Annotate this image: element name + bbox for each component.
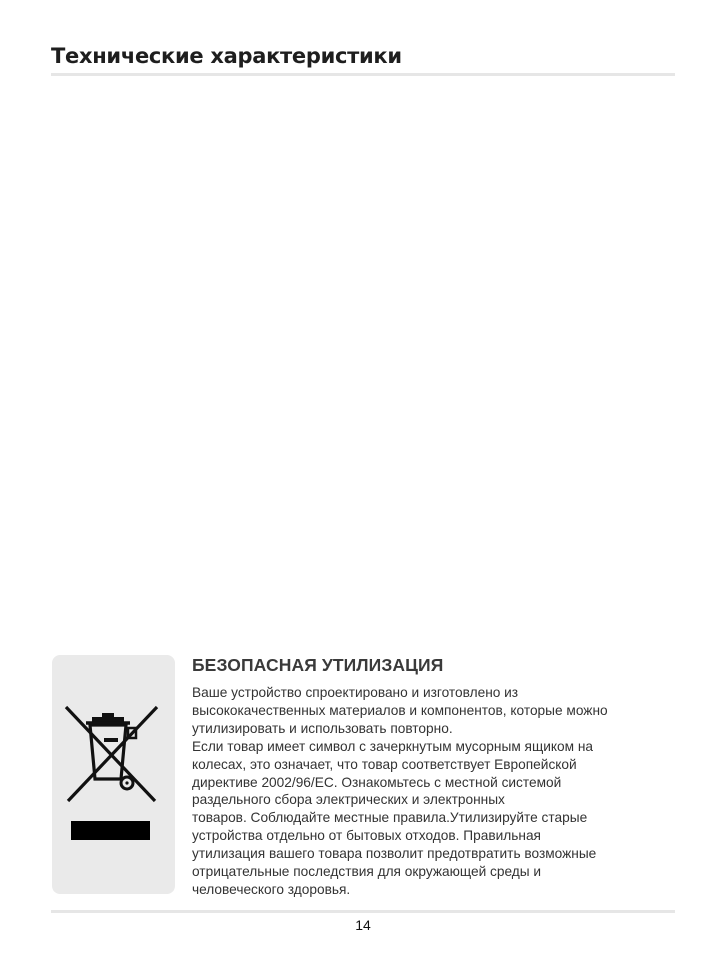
disposal-text-line: товаров. Соблюдайте местные правила.Утилизируйте старые [192, 810, 588, 826]
disposal-text-line: Если товар имеет символ с зачеркнутым мусорным ящиком на [192, 738, 593, 754]
disposal-text-line: высококачественных материалов и компонентов, которые можно [192, 702, 608, 718]
disposal-text-line: колесах, это означает, что товар соответствует Европейской [192, 756, 577, 772]
crossed-out-wheelie-bin-icon [52, 655, 175, 894]
disposal-body-text [192, 684, 672, 899]
disposal-text-line: отрицательные последствия для окружающей среды и [192, 864, 542, 880]
footer-divider [51, 910, 675, 913]
disposal-text-line: утилизировать и использовать повторно. [192, 720, 453, 736]
disposal-text-line: устройства отдельно от бытовых отходов. Правильная [192, 828, 541, 844]
disposal-text-line: раздельного сбора электрических и электронных [192, 792, 505, 808]
page-number: 14 [355, 917, 371, 933]
disposal-text-line: человеческого здоровья. [192, 881, 351, 897]
disposal-text-line: директиве 2002/96/ЕС. Ознакомьтесь с местной системой [192, 774, 562, 790]
disposal-icon-panel [52, 655, 175, 894]
disposal-section-title: БЕЗОПАСНАЯ УТИЛИЗАЦИЯ [192, 655, 444, 675]
disposal-text-line: Ваше устройство спроектировано и изготовлено из [192, 685, 519, 700]
page-title: Технические характеристики [51, 44, 402, 68]
disposal-text-line: утилизация вашего товара позволит предотвратить возможные [192, 846, 597, 862]
header-divider [51, 73, 675, 76]
